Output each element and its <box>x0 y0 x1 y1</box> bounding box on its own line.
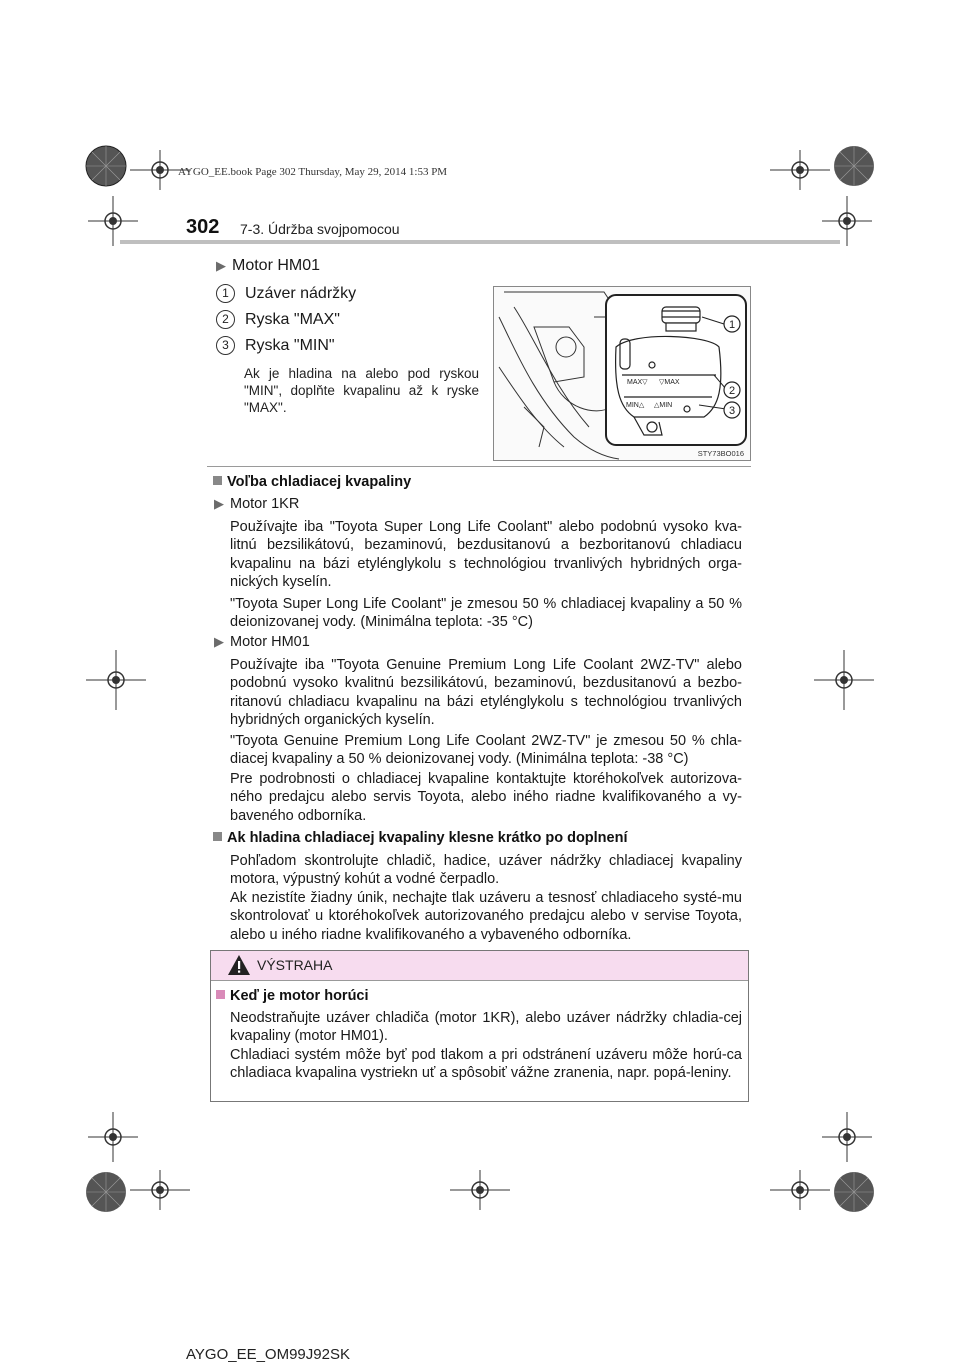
figure-callout-2: 2 <box>728 385 736 397</box>
crosshair-mark <box>770 150 830 190</box>
engine-1kr-paragraph-2: "Toyota Super Long Life Coolant" je zmesou 50 % chladiacej kvapaliny a 50 % deionizovanej vody. (Minimálna teplota: -35 °C) <box>230 596 742 631</box>
heading-text: Ak hladina chladiacej kvapaliny klesne krátko po doplnení <box>227 830 628 846</box>
max-mark-left: MAX▽ <box>627 379 648 386</box>
warning-triangle-icon <box>227 954 251 981</box>
level-paragraph-1: Pohľadom skontrolujte chladič, hadice, uzáver nádržky chladiacej kvapaliny motora, výpustný kohút a vodné čerpadlo. <box>230 853 742 888</box>
crosshair-mark <box>88 196 138 246</box>
warning-subtitle <box>216 988 369 1004</box>
figure-code: STY73BO016 <box>697 449 744 458</box>
crosshair-mark <box>450 1170 510 1210</box>
legend-label: Uzáver nádržky <box>245 284 357 302</box>
engine-label-text: Motor HM01 <box>230 634 310 650</box>
book-stamp: AYGO_EE.book Page 302 Thursday, May 29, 2014 1:53 PM <box>178 166 448 178</box>
warning-paragraph-2: Chladiaci systém môže byť pod tlakom a pri odstránení uzáveru môže horú-ca chladiaca kvapalina vystriekn uť a spôsobiť vážne zranenia, napr. popá-leniny. <box>230 1047 742 1082</box>
registration-mark-bottom-left-solid <box>84 1170 128 1214</box>
level-note: Ak je hladina na alebo pod ryskou "MIN", doplňte kvapalinu až k ryske "MAX". <box>244 366 479 415</box>
registration-mark-top-left-solid <box>84 144 128 188</box>
callout-number: 1 <box>216 284 235 303</box>
warning-paragraph-1: Neodstraňujte uzáver chladiča (motor 1KR), alebo uzáver nádržky chladia-cej kvapaliny (motor HM01). <box>230 1010 742 1045</box>
crosshair-mark <box>770 1170 830 1210</box>
arrow-right-icon: ▶ <box>214 634 224 649</box>
coolant-reservoir-figure <box>493 286 751 461</box>
arrow-right-icon: ▶ <box>216 258 226 273</box>
registration-mark-top-right-solid <box>832 144 876 188</box>
square-bullet-icon <box>216 990 225 999</box>
page-number: 302 <box>186 216 220 238</box>
legend-item-3 <box>216 336 335 355</box>
callout-number: 3 <box>216 336 235 355</box>
level-section-heading <box>213 830 628 846</box>
crosshair-mark <box>822 1112 872 1162</box>
coolant-section-heading <box>213 474 411 490</box>
warning-title: VÝSTRAHA <box>257 957 333 973</box>
engine-label-hm01 <box>216 257 320 275</box>
header-bar <box>120 240 840 244</box>
level-paragraph-2: Ak nezistíte žiadny únik, nechajte tlak uzáveru a tesnosť chladiaceho systé-mu skontrolovať u ktoréhokoľvek autorizovaného predajcu alebo v servise Toyota, alebo u iného riadne kvalifikovaného a vybaveného odborníka. <box>230 890 742 943</box>
section-divider <box>207 466 751 467</box>
crosshair-mark <box>86 650 146 710</box>
callout-number: 2 <box>216 310 235 329</box>
crosshair-mark <box>814 650 874 710</box>
engine-hm01-paragraph-1: Používajte iba "Toyota Genuine Premium Long Life Coolant 2WZ-TV" alebo podobnú vysoko kvalitnú bezsilikátovú, bezaminovú, bezdusitanovú a bezbo-ritanovú chladiacu kvapalinu na bázi etylénglykolu s technológiou trvanlivých hybridných organických kyselín. <box>230 657 742 728</box>
engine-hm01-label <box>214 634 310 650</box>
square-bullet-icon <box>213 832 222 841</box>
section-title: 7-3. Údržba svojpomocou <box>240 221 400 237</box>
engine-1kr-label <box>214 496 299 512</box>
registration-mark-bottom-right-solid <box>832 1170 876 1214</box>
engine-label-text: Motor HM01 <box>232 257 321 274</box>
max-mark-right: ▽MAX <box>659 379 680 386</box>
engine-hm01-paragraph-2: "Toyota Genuine Premium Long Life Coolant 2WZ-TV" je zmesou 50 % chla-diacej kvapaliny a 50 % deionizovanej vody. (Minimálna teplota: -38 °C) <box>230 733 742 768</box>
crosshair-mark <box>130 1170 190 1210</box>
square-bullet-icon <box>213 476 222 485</box>
legend-item-1 <box>216 284 356 303</box>
figure-callout-3: 3 <box>728 405 736 417</box>
engine-hm01-paragraph-3: Pre podrobnosti o chladiacej kvapaline kontaktujte ktoréhokoľvek autorizova-ného predajcu alebo servis Toyota, alebo iného riadne kvalifikovaného a vy-baveného odborníka. <box>230 771 742 824</box>
warning-subtitle-text: Keď je motor horúci <box>230 988 369 1004</box>
legend-item-2 <box>216 310 340 329</box>
engine-bay-illustration <box>494 287 750 460</box>
min-mark-right: △MIN <box>654 402 673 409</box>
crosshair-mark <box>822 196 872 246</box>
arrow-right-icon: ▶ <box>214 496 224 511</box>
crosshair-mark <box>88 1112 138 1162</box>
warning-box <box>210 950 749 1102</box>
engine-label-text: Motor 1KR <box>230 496 300 512</box>
heading-text: Voľba chladiacej kvapaliny <box>227 474 412 490</box>
footer-manual-code: AYGO_EE_OM99J92SK <box>186 1346 350 1363</box>
legend-label: Ryska "MIN" <box>245 336 335 354</box>
legend-label: Ryska "MAX" <box>245 310 340 328</box>
min-mark-left: MIN△ <box>626 402 645 409</box>
warning-header <box>211 951 748 981</box>
engine-1kr-paragraph-1: Používajte iba "Toyota Super Long Life Coolant" alebo podobnú vysoko kva-litnú bezsilikátovú, bezaminovú, bezdusitanovú a bezboritanovú chladiacu kvapalinu na bázi etylénglykolu s technológiou trvanlivých hybridných orga-nických kyselín. <box>230 519 742 590</box>
figure-callout-1: 1 <box>728 319 736 331</box>
